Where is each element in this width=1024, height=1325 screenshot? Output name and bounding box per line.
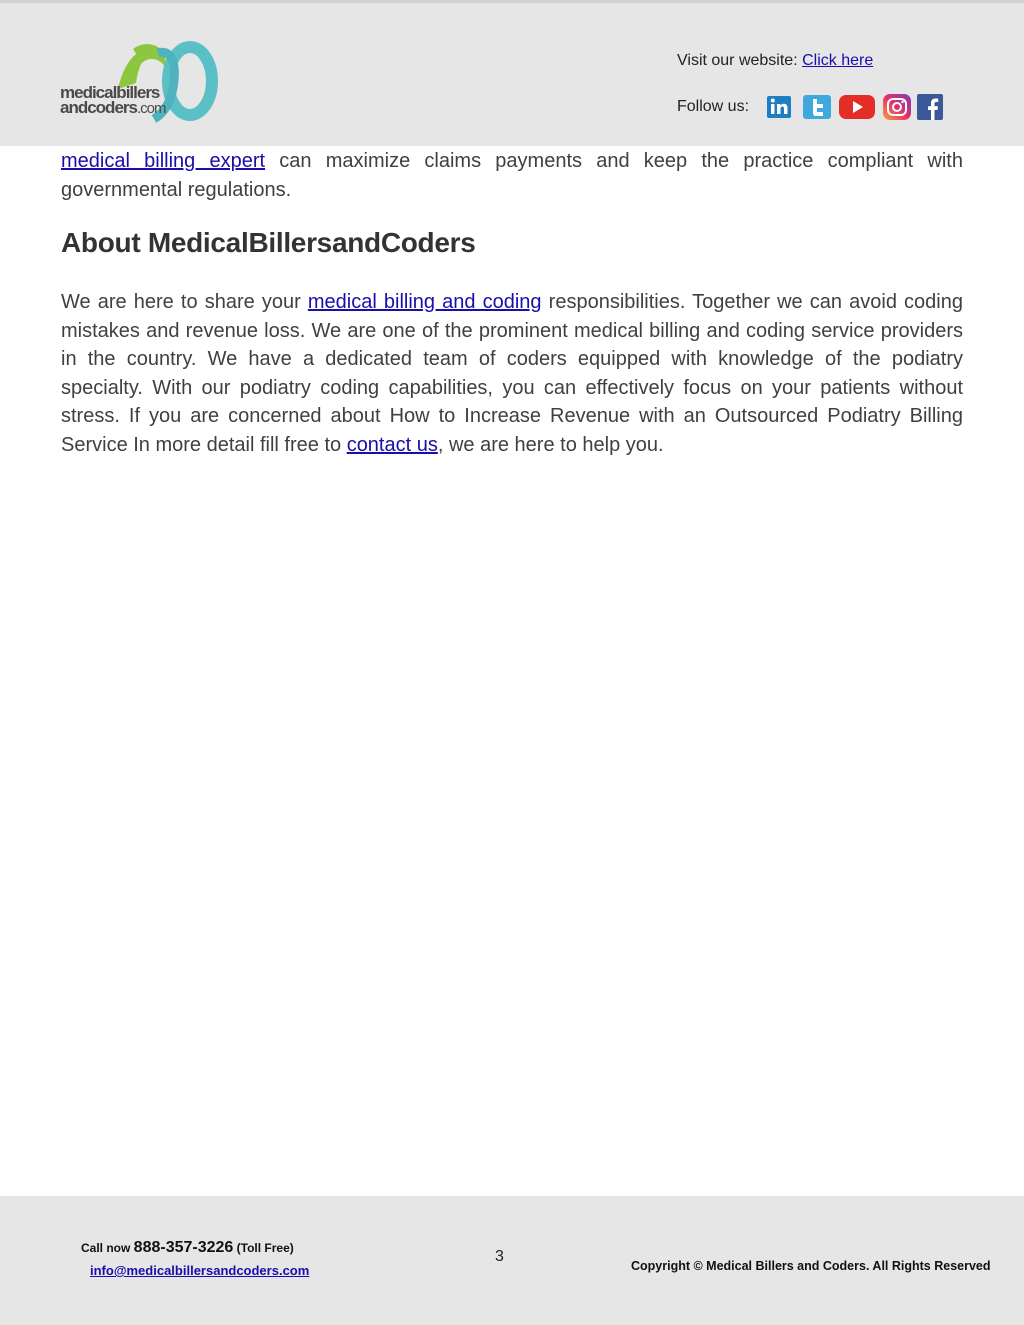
medical-billing-expert-link[interactable]: medical billing expert (61, 150, 266, 172)
about-text-3: , we are here to help you. (437, 433, 664, 456)
follow-label: Follow us: (677, 98, 750, 115)
copyright-text: Copyright © Medical Billers and Coders. All Rights Reserved (631, 1259, 991, 1273)
logo-line-2-main: andcoders (60, 98, 137, 117)
visit-website-link[interactable]: Click here (802, 52, 874, 69)
youtube-icon[interactable] (839, 94, 875, 120)
page-number: 3 (495, 1248, 504, 1265)
logo-line-2 (60, 100, 166, 116)
email-link[interactable]: info@medicalbillersandcoders.com (90, 1263, 310, 1278)
about-text-2: responsibilities. Together we can avoid coding mistakes and revenue loss. We are one of the prominent medical billing and coding service providers in the country. We have a dedicated team of coders equipped with knowledge of the podiatry specialty. With our podiatry coding capabilities, you can effectively focus on your patients without stress. If you are concerned about How to Increase Revenue with an Outsourced Podiatry Billing Service In more detail fill free to (61, 291, 963, 456)
logo-line-1: medicalbillers (60, 83, 160, 102)
logo-domain: .com (136, 100, 166, 117)
instagram-icon[interactable] (881, 94, 913, 120)
page-header (0, 0, 1024, 146)
logo-wordmark (60, 85, 166, 116)
linkedin-icon[interactable] (767, 94, 791, 120)
call-prefix: Call now (81, 1241, 134, 1255)
toll-free-label: (Toll Free) (233, 1241, 294, 1255)
about-paragraph (61, 288, 963, 460)
intro-paragraph (61, 147, 963, 204)
visit-website (677, 52, 873, 70)
facebook-icon[interactable] (917, 94, 943, 120)
call-now (81, 1239, 294, 1257)
page-footer (0, 1196, 1024, 1325)
contact-us-link[interactable]: contact us (346, 433, 438, 456)
about-text-1: We are here to share your (61, 291, 308, 313)
medical-billing-and-coding-link[interactable]: medical billing and coding (307, 291, 542, 313)
company-logo[interactable] (58, 41, 228, 125)
email-container (90, 1263, 309, 1278)
visit-label: Visit our website: (677, 52, 803, 69)
twitter-icon[interactable] (803, 94, 831, 120)
intro-text: can maximize claims payments and keep the practice compliant with governmental regulations. (61, 150, 963, 201)
phone-number[interactable]: 888-357-3226 (133, 1239, 234, 1256)
about-heading: About MedicalBillersandCoders (61, 227, 476, 258)
